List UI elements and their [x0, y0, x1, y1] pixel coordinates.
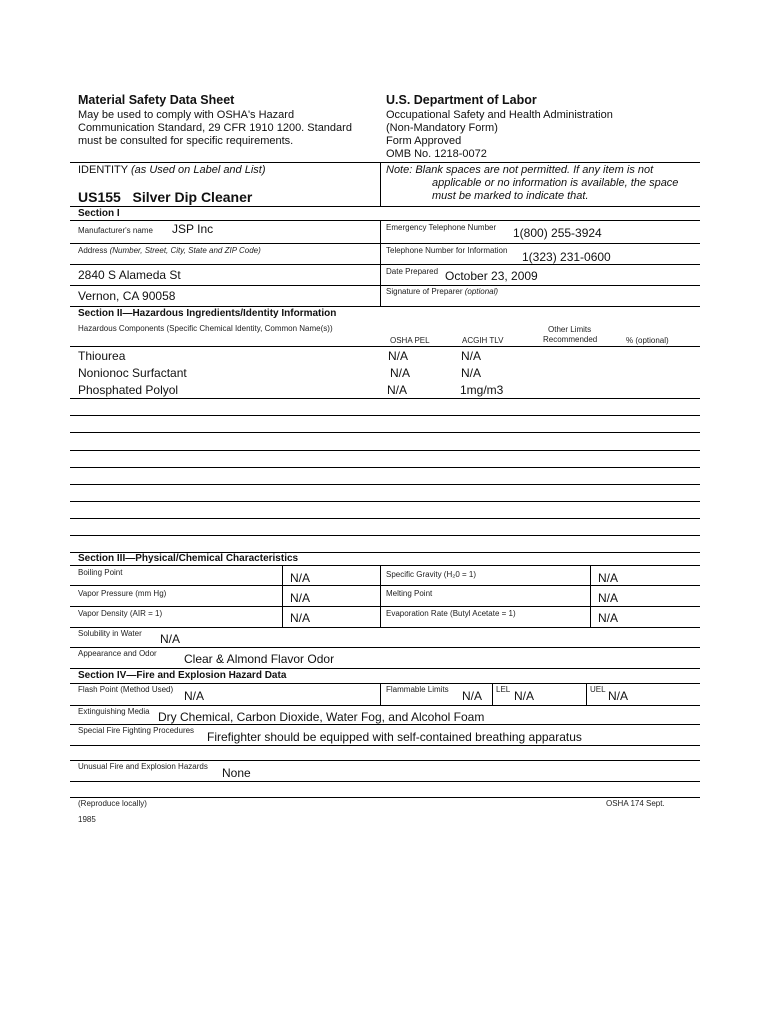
- col-percent: % (optional): [626, 336, 669, 345]
- info-phone-value: 1(323) 231-0600: [522, 250, 611, 264]
- rule: [70, 781, 700, 782]
- table-row-line: [70, 432, 700, 433]
- specific-gravity-label: Specific Gravity (H₂0 = 1): [386, 570, 477, 579]
- section4-title: Section IV—Fire and Explosion Hazard Data: [78, 670, 287, 681]
- form-year: 1985: [78, 815, 96, 824]
- melting-point-value: N/A: [598, 591, 619, 605]
- components-label: Hazardous Components (Specific Chemical Identity, Common Name(s)): [78, 324, 333, 333]
- table-row-line: [70, 450, 700, 451]
- info-phone-label: Telephone Number for Information: [386, 246, 508, 255]
- address-label: Address (Number, Street, City, State and ZIP Code): [78, 246, 261, 255]
- rule: [70, 724, 700, 725]
- rule: [70, 647, 700, 648]
- date-prepared-label: Date Prepared: [386, 267, 439, 276]
- unusual-hazards-value: None: [222, 766, 251, 780]
- uel-label: UEL: [590, 685, 606, 694]
- address-line-2: Vernon, CA 90058: [78, 289, 176, 303]
- omb-number: OMB No. 1218-0072: [386, 148, 487, 160]
- flammable-limits-value: N/A: [462, 689, 483, 703]
- note-line: Note: Blank spaces are not permitted. If any item is not: [386, 164, 654, 176]
- solubility-label: Solubility in Water: [78, 629, 142, 638]
- special-procedures-label: Special Fire Fighting Procedures: [78, 726, 195, 735]
- msds-title: Material Safety Data Sheet: [78, 93, 235, 107]
- rule: [70, 206, 700, 207]
- divider: [380, 683, 381, 705]
- divider: [492, 683, 493, 705]
- vapor-pressure-value: N/A: [290, 591, 311, 605]
- component-osha-pel: N/A: [390, 366, 411, 380]
- rule: [70, 162, 700, 163]
- date-prepared-value: October 23, 2009: [445, 269, 538, 283]
- vapor-density-value: N/A: [290, 611, 311, 625]
- rule: [70, 797, 700, 798]
- rule: [70, 745, 700, 746]
- rule: [70, 565, 700, 566]
- header-right-line: (Non-Mandatory Form): [386, 122, 498, 134]
- col-acgih-tlv: ACGIH TLV: [462, 336, 504, 345]
- header-left-line: Communication Standard, 29 CFR 1910 1200. Standard: [78, 122, 352, 134]
- reproduce-note: (Reproduce locally): [78, 799, 147, 808]
- component-name: Nonionoc Surfactant: [78, 366, 187, 380]
- rule: [70, 285, 700, 286]
- rule: [70, 306, 700, 307]
- component-acgih-tlv: 1mg/m3: [460, 383, 504, 397]
- note-line: must be marked to indicate that.: [432, 190, 589, 202]
- boiling-point-label: Boiling Point: [78, 568, 123, 577]
- header-left-line: May be used to comply with OSHA's Hazard: [78, 109, 295, 121]
- manufacturer-label: Manufacturer's name: [78, 226, 153, 235]
- component-osha-pel: N/A: [388, 349, 409, 363]
- header-right-line: Form Approved: [386, 135, 462, 147]
- rule: [70, 346, 700, 347]
- form-number: OSHA 174 Sept.: [606, 799, 665, 808]
- component-name: Thiourea: [78, 349, 126, 363]
- melting-point-label: Melting Point: [386, 589, 433, 598]
- divider: [282, 565, 283, 627]
- boiling-point-value: N/A: [290, 571, 311, 585]
- vapor-density-label: Vapor Density (AIR = 1): [78, 609, 163, 618]
- lel-label: LEL: [496, 685, 511, 694]
- flammable-limits-label: Flammable Limits: [386, 685, 449, 694]
- signature-label: Signature of Preparer (optional): [386, 287, 499, 296]
- rule: [70, 220, 700, 221]
- divider: [380, 162, 381, 206]
- header-left-line: must be consulted for specific requirements.: [78, 135, 294, 147]
- flash-point-value: N/A: [184, 689, 205, 703]
- table-row-line: [70, 467, 700, 468]
- rule: [70, 705, 700, 706]
- extinguishing-media-label: Extinguishing Media: [78, 707, 150, 716]
- solubility-value: N/A: [160, 632, 181, 646]
- rule: [70, 760, 700, 761]
- col-osha-pel: OSHA PEL: [390, 336, 430, 345]
- divider: [380, 220, 381, 306]
- table-row-line: [70, 415, 700, 416]
- evaporation-rate-value: N/A: [598, 611, 619, 625]
- component-acgih-tlv: N/A: [461, 349, 482, 363]
- appearance-label: Appearance and Odor: [78, 649, 157, 658]
- vapor-pressure-label: Vapor Pressure (mm Hg): [78, 589, 167, 598]
- manufacturer-value: JSP Inc: [172, 222, 214, 236]
- section2-title: Section II—Hazardous Ingredients/Identity Information: [78, 308, 337, 319]
- rule: [70, 585, 700, 586]
- rule: [70, 264, 700, 265]
- rule: [70, 683, 700, 684]
- header-right-line: Occupational Safety and Health Administration: [386, 109, 613, 121]
- evaporation-rate-label: Evaporation Rate (Butyl Acetate = 1): [386, 609, 516, 618]
- section1-title: Section I: [78, 208, 120, 219]
- section3-title: Section III—Physical/Chemical Characteristics: [78, 553, 299, 564]
- component-acgih-tlv: N/A: [461, 366, 482, 380]
- emergency-phone-label: Emergency Telephone Number: [386, 223, 497, 232]
- rule: [70, 606, 700, 607]
- identity-label: IDENTITY (as Used on Label and List): [78, 164, 266, 176]
- rule: [70, 668, 700, 669]
- uel-value: N/A: [608, 689, 629, 703]
- table-row-line: [70, 398, 700, 399]
- divider: [590, 565, 591, 627]
- specific-gravity-value: N/A: [598, 571, 619, 585]
- address-line-1: 2840 S Alameda St: [78, 268, 181, 282]
- component-osha-pel: N/A: [387, 383, 408, 397]
- table-row-line: [70, 535, 700, 536]
- col-other-limits: Other Limits: [548, 325, 592, 334]
- extinguishing-media-value: Dry Chemical, Carbon Dioxide, Water Fog, and Alcohol Foam: [158, 710, 485, 724]
- table-row-line: [70, 484, 700, 485]
- product-identity: US155 Silver Dip Cleaner: [78, 189, 253, 205]
- flash-point-label: Flash Point (Method Used): [78, 685, 174, 694]
- agency-title: U.S. Department of Labor: [386, 93, 537, 107]
- rule: [70, 243, 700, 244]
- table-row-line: [70, 518, 700, 519]
- special-procedures-value: Firefighter should be equipped with self-contained breathing apparatus: [207, 730, 582, 744]
- col-recommended: Recommended: [543, 335, 598, 344]
- divider: [380, 565, 381, 627]
- table-row-line: [70, 501, 700, 502]
- emergency-phone-value: 1(800) 255-3924: [513, 226, 602, 240]
- divider: [586, 683, 587, 705]
- appearance-value: Clear & Almond Flavor Odor: [184, 652, 335, 666]
- unusual-hazards-label: Unusual Fire and Explosion Hazards: [78, 762, 208, 771]
- lel-value: N/A: [514, 689, 535, 703]
- component-name: Phosphated Polyol: [78, 383, 179, 397]
- rule: [70, 627, 700, 628]
- note-line: applicable or no information is available, the space: [432, 177, 679, 189]
